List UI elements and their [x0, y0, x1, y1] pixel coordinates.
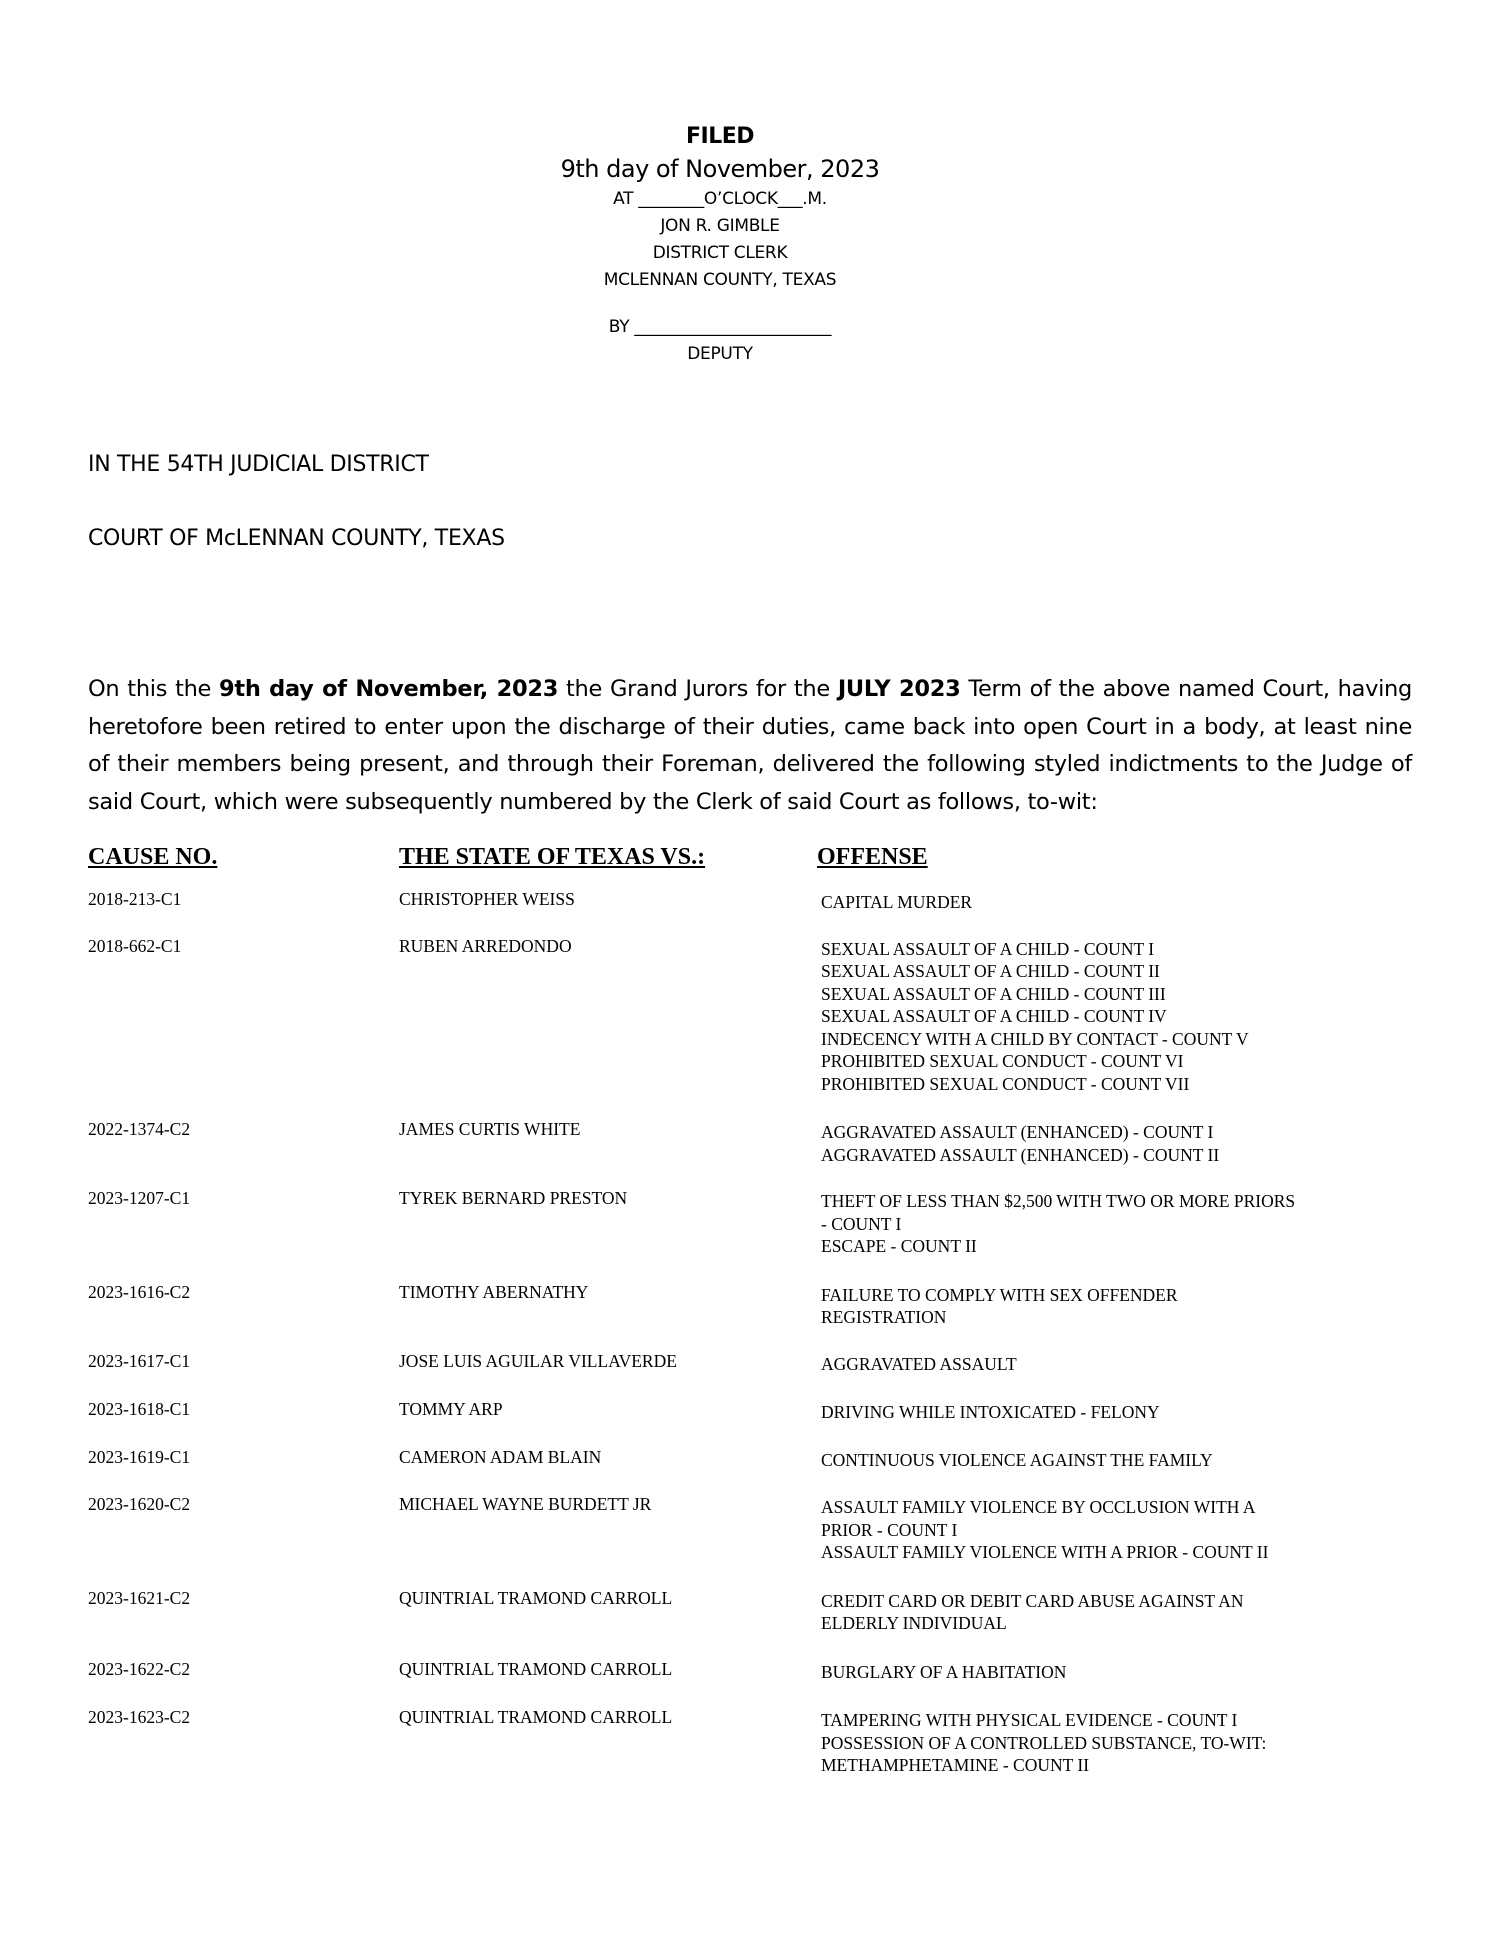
offense-list [821, 1187, 1412, 1258]
defendant-name: TIMOTHY ABERNATHY [399, 1281, 589, 1302]
table-row [88, 1446, 1412, 1472]
header-defendant: THE STATE OF TEXAS VS.: [399, 844, 706, 870]
clerk-county: MCLENNAN COUNTY, TEXAS [603, 270, 837, 290]
offense-line: SEXUAL ASSAULT OF A CHILD - COUNT I [821, 938, 1155, 959]
offense-list [821, 1587, 1412, 1635]
cause-number: 2022-1374-C2 [88, 1119, 191, 1139]
cause-number: 2018-662-C1 [88, 935, 182, 956]
intro-text-3: Term of the above named Court, having heretofore been retired to enter upon the discharge of their duties, came back into open Court in a body, at least nine of their members being present, and through their Foreman, delivered the following styled indictments to the Judge of said Court, which were subsequently numbered by the Clerk of said Court as follows, to-wit: [88, 676, 1412, 815]
filed-stamp [500, 122, 940, 368]
defendant-name: TYREK BERNARD PRESTON [399, 1188, 628, 1208]
defendant-name: QUINTRIAL TRAMOND CARROLL [399, 1658, 673, 1679]
intro-text-2: the Grand Jurors for the [558, 676, 838, 702]
defendant-name: CHRISTOPHER WEISS [399, 889, 575, 909]
defendant-name: JOSE LUIS AGUILAR VILLAVERDE [399, 1350, 677, 1371]
offense-line: THEFT OF LESS THAN $2,500 WITH TWO OR MORE PRIORS [821, 1191, 1296, 1211]
filed-time-line: AT ________O’CLOCK___.M. [613, 189, 827, 209]
deputy-label: DEPUTY [687, 344, 753, 364]
defendant-name: QUINTRIAL TRAMOND CARROLL [399, 1587, 673, 1608]
header-offense: OFFENSE [817, 844, 928, 870]
table-row [88, 888, 1412, 914]
offense-line: DRIVING WHILE INTOXICATED - FELONY [821, 1402, 1160, 1422]
offense-line: ASSAULT FAMILY VIOLENCE BY OCCLUSION WITH A [821, 1497, 1256, 1517]
offense-list [821, 888, 1412, 914]
offense-list [821, 1281, 1412, 1329]
court-caption-line-2: COURT OF McLENNAN COUNTY, TEXAS [88, 526, 505, 551]
defendant-name: JAMES CURTIS WHITE [399, 1119, 581, 1139]
cause-number: 2023-1618-C1 [88, 1399, 191, 1419]
defendant-name: MICHAEL WAYNE BURDETT JR [399, 1494, 652, 1514]
cause-number: 2023-1623-C2 [88, 1707, 191, 1727]
table-row [88, 1493, 1412, 1564]
cause-number: 2023-1619-C1 [88, 1446, 191, 1467]
offense-line: PROHIBITED SEXUAL CONDUCT - COUNT VI [821, 1051, 1184, 1071]
court-caption-line-1: IN THE 54TH JUDICIAL DISTRICT [88, 452, 429, 477]
intro-term: JULY 2023 [837, 676, 961, 702]
offense-line: METHAMPHETAMINE - COUNT II [821, 1755, 1090, 1775]
table-row [88, 1706, 1412, 1777]
offense-list [821, 1493, 1412, 1564]
offense-list [821, 1706, 1412, 1777]
offense-line: AGGRAVATED ASSAULT (ENHANCED) - COUNT II [821, 1144, 1220, 1165]
cause-number: 2018-213-C1 [88, 889, 182, 909]
table-header [88, 844, 1412, 888]
clerk-name: JON R. GIMBLE [660, 216, 780, 236]
table-row [88, 1281, 1412, 1329]
defendant-name: CAMERON ADAM BLAIN [399, 1446, 602, 1467]
offense-line: INDECENCY WITH A CHILD BY CONTACT - COUNT V [821, 1028, 1249, 1049]
offense-list [821, 1398, 1412, 1424]
offense-line: CAPITAL MURDER [821, 892, 973, 912]
cause-number: 2023-1622-C2 [88, 1658, 191, 1679]
court-caption [88, 451, 505, 599]
table-row [88, 935, 1412, 1096]
offense-line: CONTINUOUS VIOLENCE AGAINST THE FAMILY [821, 1449, 1213, 1470]
offense-line: AGGRAVATED ASSAULT [821, 1353, 1017, 1374]
offense-line: PRIOR - COUNT I [821, 1519, 958, 1540]
intro-date: 9th day of November, 2023 [219, 676, 559, 702]
offense-list [821, 1658, 1412, 1684]
offense-line: BURGLARY OF A HABITATION [821, 1661, 1067, 1682]
header-cause-no: CAUSE NO. [88, 844, 218, 870]
intro-text-1: On this the [88, 676, 220, 702]
table-body [88, 888, 1412, 1777]
defendant-name: TOMMY ARP [399, 1399, 503, 1419]
cause-number: 2023-1616-C2 [88, 1281, 191, 1302]
table-row [88, 1118, 1412, 1166]
filed-label: FILED [685, 124, 755, 149]
table-row [88, 1350, 1412, 1376]
cause-number: 2023-1617-C1 [88, 1350, 191, 1371]
offense-list [821, 1446, 1412, 1472]
offense-line: REGISTRATION [821, 1307, 947, 1327]
offense-line: ASSAULT FAMILY VIOLENCE WITH A PRIOR - COUNT II [821, 1542, 1269, 1562]
offense-line: POSSESSION OF A CONTROLLED SUBSTANCE, TO-WIT: [821, 1732, 1267, 1753]
offense-line: SEXUAL ASSAULT OF A CHILD - COUNT IV [821, 1006, 1167, 1026]
offense-list [821, 1118, 1412, 1166]
defendant-name: RUBEN ARREDONDO [399, 935, 572, 956]
offense-line: SEXUAL ASSAULT OF A CHILD - COUNT II [821, 961, 1160, 981]
intro-paragraph [88, 671, 1412, 821]
cause-number: 2023-1620-C2 [88, 1494, 191, 1514]
clerk-title: DISTRICT CLERK [652, 243, 788, 263]
table-row [88, 1587, 1412, 1635]
offense-list [821, 1350, 1412, 1376]
defendant-name: QUINTRIAL TRAMOND CARROLL [399, 1707, 673, 1727]
indictment-table [88, 844, 1412, 1777]
offense-line: ESCAPE - COUNT II [821, 1236, 977, 1256]
offense-line: TAMPERING WITH PHYSICAL EVIDENCE - COUNT I [821, 1710, 1238, 1730]
cause-number: 2023-1621-C2 [88, 1587, 191, 1608]
offense-line: PROHIBITED SEXUAL CONDUCT - COUNT VII [821, 1073, 1190, 1094]
deputy-signature-line: BY ________________________ [608, 317, 832, 337]
table-row [88, 1187, 1412, 1258]
cause-number: 2023-1207-C1 [88, 1188, 191, 1208]
table-row [88, 1658, 1412, 1684]
offense-line: CREDIT CARD OR DEBIT CARD ABUSE AGAINST AN [821, 1590, 1244, 1611]
filed-date: 9th day of November, 2023 [560, 155, 880, 183]
offense-line: - COUNT I [821, 1213, 902, 1234]
offense-line: AGGRAVATED ASSAULT (ENHANCED) - COUNT I [821, 1122, 1214, 1142]
offense-line: ELDERLY INDIVIDUAL [821, 1613, 1007, 1633]
offense-line: FAILURE TO COMPLY WITH SEX OFFENDER [821, 1284, 1178, 1305]
offense-list [821, 935, 1412, 1096]
offense-line: SEXUAL ASSAULT OF A CHILD - COUNT III [821, 983, 1166, 1004]
table-row [88, 1398, 1412, 1424]
